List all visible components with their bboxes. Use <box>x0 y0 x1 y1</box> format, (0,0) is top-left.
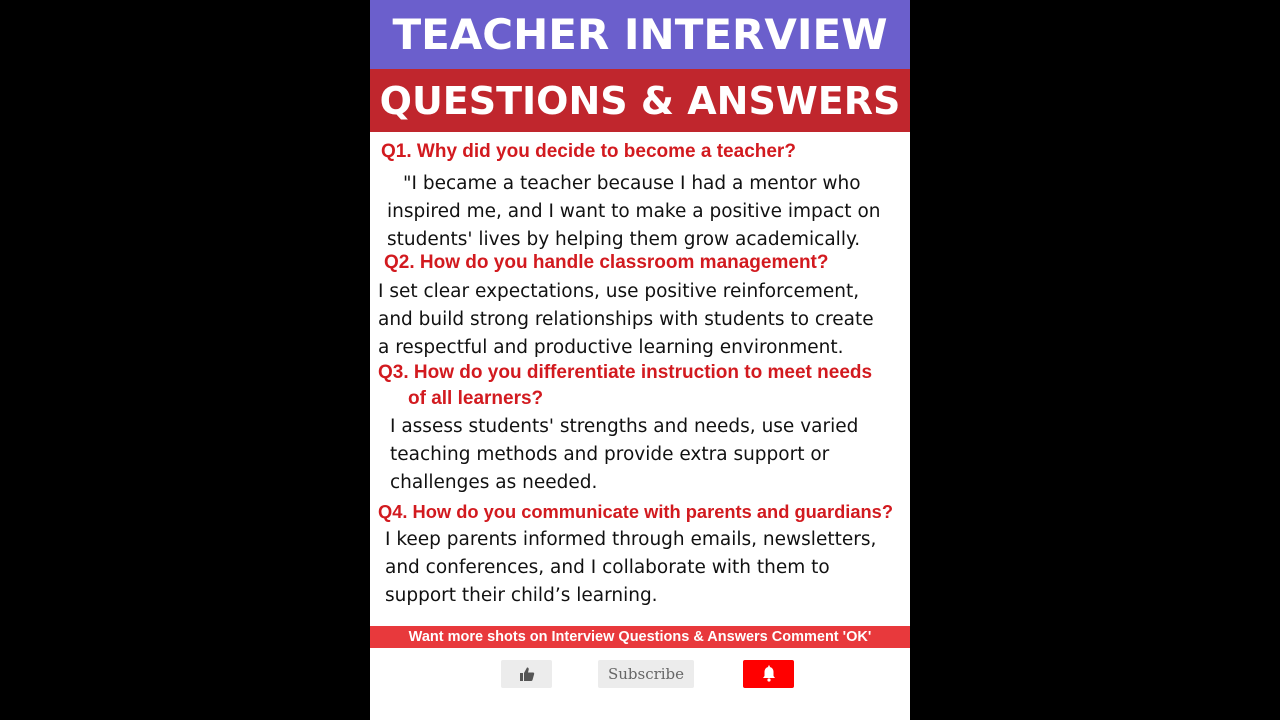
answer-3-line-2: teaching methods and provide extra support or <box>390 444 830 465</box>
title-banner-bottom <box>370 69 910 132</box>
comment-cta-bar <box>370 626 910 648</box>
question-3-line-1: Q3. How do you differentiate instruction to meet needs <box>378 362 873 383</box>
shorts-frame <box>370 0 910 720</box>
answer-1 <box>387 170 880 254</box>
subscribe-button[interactable]: Subscribe <box>598 660 694 688</box>
title-line-1: TEACHER INTERVIEW <box>392 10 888 59</box>
answer-1-line-2: inspired me, and I want to make a positive impact on <box>387 201 881 222</box>
question-2: Q2. How do you handle classroom management? <box>384 252 829 273</box>
answer-4-line-1: I keep parents informed through emails, newsletters, <box>385 529 877 550</box>
answer-4 <box>385 526 876 610</box>
answer-4-line-3: support their child’s learning. <box>385 585 658 606</box>
answer-3-line-1: I assess students' strengths and needs, use varied <box>390 416 859 437</box>
thumbs-up-icon <box>519 666 535 682</box>
answer-4-line-2: and conferences, and I collaborate with them to <box>385 557 830 578</box>
like-button[interactable] <box>501 660 552 688</box>
notification-bell-button[interactable] <box>743 660 794 688</box>
title-banner-top <box>370 0 910 69</box>
question-4: Q4. How do you communicate with parents and guardians? <box>378 501 893 522</box>
bell-icon <box>760 665 778 683</box>
title-line-2: QUESTIONS & ANSWERS <box>379 78 901 123</box>
answer-2-line-2: and build strong relationships with students to create <box>378 309 874 330</box>
question-1: Q1. Why did you decide to become a teacher? <box>381 141 796 162</box>
answer-2-line-3: a respectful and productive learning environment. <box>378 337 844 358</box>
answer-1-line-1: "I became a teacher because I had a mentor who <box>403 173 861 194</box>
answer-3 <box>390 413 858 497</box>
answer-3-line-3: challenges as needed. <box>390 472 598 493</box>
answer-1-line-3: students' lives by helping them grow academically. <box>387 229 861 250</box>
answer-2-line-1: I set clear expectations, use positive reinforcement, <box>378 281 860 302</box>
question-3-line-2: of all learners? <box>408 388 544 409</box>
comment-cta-text: Want more shots on Interview Questions & Answers Comment 'OK' <box>408 629 872 645</box>
answer-2 <box>378 278 874 362</box>
